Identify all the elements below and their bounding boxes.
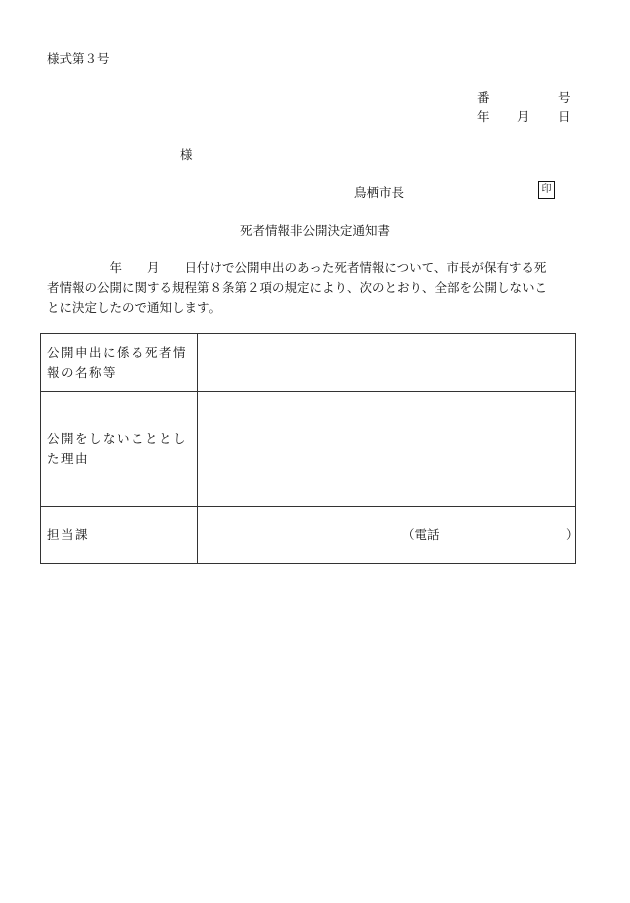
- document-number-label: 番: [477, 90, 490, 105]
- document-title: 死者情報非公開決定通知書: [239, 223, 390, 238]
- notice-body-line-1: 年 月 日付けで公開申出のあった死者情報について、市長が保有する死: [47, 260, 547, 275]
- info-name-value[interactable]: [198, 334, 576, 392]
- phone-open-label: （電話: [402, 527, 440, 542]
- notice-body-line-2: 者情報の公開に関する規程第８条第２項の規定により、次のとおり、全部を公開しないこ: [47, 280, 548, 295]
- info-name-label-line-1: 公開申出に係る死者情: [47, 344, 188, 360]
- table-row: [41, 334, 576, 392]
- reason-label-line-2: た理由: [47, 451, 90, 466]
- info-name-label-line-2: 報の名称等: [47, 364, 118, 380]
- addressee-suffix: 様: [180, 147, 193, 162]
- date-day-label: 日: [558, 109, 571, 124]
- reason-label: [41, 392, 198, 507]
- reason-value[interactable]: [198, 392, 576, 507]
- details-table: [40, 333, 579, 564]
- notice-body-line-3: とに決定したので通知します。: [47, 300, 222, 315]
- phone-field: [204, 525, 579, 545]
- notice-body: [47, 258, 587, 318]
- table-row: [41, 507, 576, 564]
- issuer-name: 鳥栖市長: [354, 185, 405, 200]
- department-value[interactable]: [198, 507, 579, 564]
- phone-close-paren: ）: [566, 527, 579, 542]
- table-row: [41, 392, 576, 507]
- info-name-label: [41, 334, 198, 392]
- form-number: 様式第３号: [47, 51, 110, 66]
- department-label: 担当課: [41, 507, 198, 564]
- reason-label-line-1: 公開をしないこととし: [47, 431, 188, 446]
- date-year-label: 年: [477, 109, 490, 124]
- date-month-label: 月: [517, 109, 530, 124]
- document-number-suffix: 号: [558, 90, 571, 105]
- seal-mark: 印: [538, 181, 555, 199]
